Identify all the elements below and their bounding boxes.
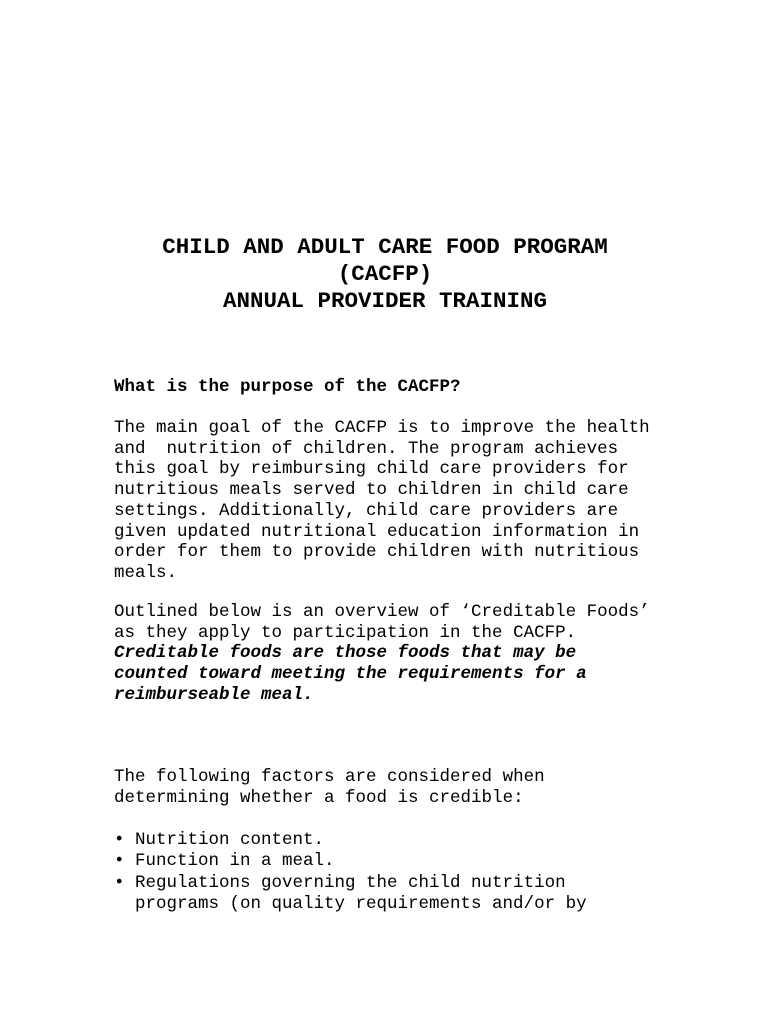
text-line: Outlined below is an overview of ‘Creditable Foods’ bbox=[114, 602, 650, 622]
document-title bbox=[0, 234, 770, 315]
list-item bbox=[114, 851, 587, 872]
title-line: (CACFP) bbox=[337, 261, 433, 287]
list-item bbox=[114, 830, 587, 851]
title-line: ANNUAL PROVIDER TRAINING bbox=[222, 288, 548, 314]
emphasis-line: reimburseable meal. bbox=[114, 684, 314, 705]
list-item bbox=[114, 873, 587, 916]
list-item-text bbox=[135, 873, 587, 916]
text-line: as they apply to participation in the CACFP. bbox=[114, 622, 577, 643]
paragraph-creditable bbox=[114, 602, 650, 706]
text-line: and nutrition of children. The program achieves bbox=[114, 438, 619, 459]
text-line: this goal by reimbursing child care providers for bbox=[114, 459, 629, 480]
text-line: programs (on quality requirements and/or by bbox=[135, 893, 587, 914]
factor-list bbox=[114, 830, 587, 915]
text-line: determining whether a food is credible: bbox=[114, 787, 524, 808]
heading-text: What is the purpose of the CACFP? bbox=[114, 377, 461, 397]
bullet-icon: • bbox=[114, 830, 125, 850]
text-line: order for them to provide children with nutritious bbox=[114, 542, 640, 563]
emphasis-line: counted toward meeting the requirements for a bbox=[114, 664, 587, 685]
section-heading bbox=[114, 377, 461, 398]
text-line: nutritious meals served to children in child care bbox=[114, 480, 629, 501]
list-item-text: Nutrition content. bbox=[135, 830, 325, 850]
paragraph-factors bbox=[114, 767, 545, 808]
title-line: CHILD AND ADULT CARE FOOD PROGRAM bbox=[162, 234, 608, 260]
emphasis-line: Creditable foods are those foods that may be bbox=[114, 643, 577, 664]
text-line: The following factors are considered when bbox=[114, 767, 545, 787]
text-line: The main goal of the CACFP is to improve the health bbox=[114, 418, 650, 438]
text-line: meals. bbox=[114, 562, 178, 583]
text-line: settings. Additionally, child care providers are bbox=[114, 500, 619, 521]
list-item-text: Function in a meal. bbox=[135, 851, 335, 872]
bullet-icon: • bbox=[114, 872, 125, 893]
text-line: given updated nutritional education information in bbox=[114, 521, 640, 542]
bullet-icon: • bbox=[114, 851, 125, 872]
text-line: Regulations governing the child nutrition bbox=[135, 872, 566, 893]
paragraph-purpose bbox=[114, 418, 650, 584]
